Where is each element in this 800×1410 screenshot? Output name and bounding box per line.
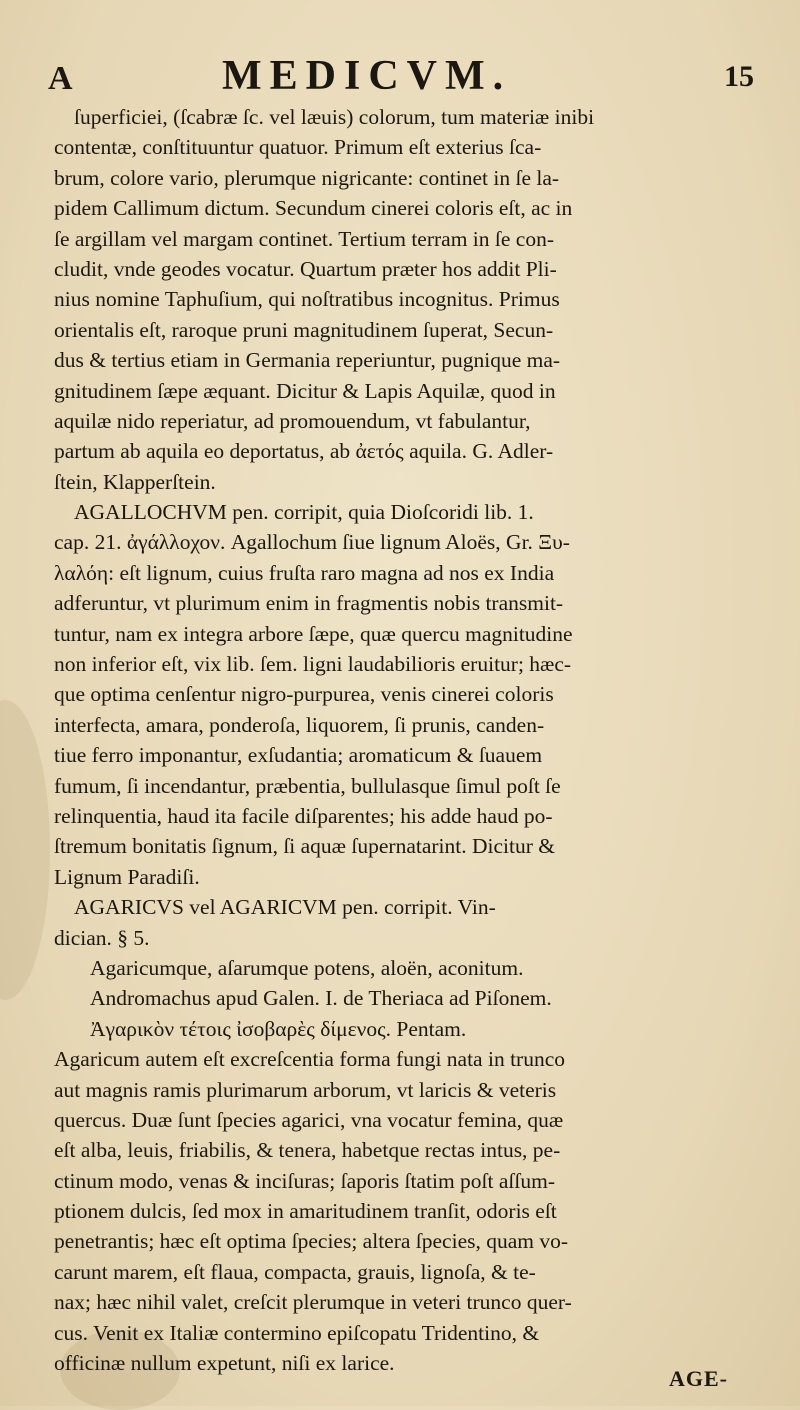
text-line: dus & tertius etiam in Germania reperiuntur, pugnique ma- — [54, 348, 561, 373]
text-line: penetrantis; hæc eſt optima ſpecies; altera ſpecies, quam vo- — [54, 1229, 569, 1254]
text-line: nax; hæc nihil valet, creſcit plerumque in veteri trunco quer- — [54, 1290, 572, 1315]
text-line: aquilæ nido reperiatur, ad promouendum, vt fabulantur, — [54, 408, 531, 433]
text-line: nius nomine Taphuſium, qui noſtratibus incognitus. Primus — [54, 287, 560, 312]
text-line: aut magnis ramis plurimarum arborum, vt laricis & veteris — [54, 1077, 557, 1102]
page-number: 15 — [724, 60, 754, 93]
quotation-line: Ἀγαρικὸν τέτοις ἰσοβαρὲς δίμενος. Pentam. — [90, 1016, 467, 1041]
text-line: ſtein, Klapperſtein. — [54, 469, 216, 494]
text-line: gnitudinem ſæpe æquant. Dicitur & Lapis Aquilæ, quod in — [54, 378, 556, 403]
text-line: dician. § 5. — [54, 925, 150, 950]
text-line: brum, colore vario, plerumque nigricante: continet in ſe la- — [54, 165, 560, 190]
text-line: tuntur, nam ex integra arbore ſæpe, quæ quercu magnitudine — [54, 621, 573, 646]
text-line: ſtremum bonitatis ſignum, ſi aquæ ſupernatarint. Dicitur & — [54, 834, 555, 859]
text-line: cap. 21. ἀγάλλοχον. Agallochum ſiue lignum Aloës, Gr. Ξυ- — [54, 530, 570, 555]
catchword: AGE- — [669, 1366, 728, 1391]
entry-heading-line: AGALLOCHVM pen. corripit, quia Dioſcoridi lib. 1. — [74, 500, 534, 525]
text-line: que optima cenſentur nigro-purpurea, venis cinerei coloris — [54, 682, 554, 707]
text-line: partum ab aquila eo deportatus, ab ἀετός aquila. G. Adler- — [54, 439, 554, 464]
text-line: ctinum modo, venas & inciſuras; ſaporis ſtatim poſt aſſum- — [54, 1168, 555, 1193]
text-line: fumum, ſi incendantur, præbentia, bullulasque ſimul poſt ſe — [54, 773, 561, 798]
text-line: ſe argillam vel margam continet. Tertium terram in ſe con- — [54, 226, 555, 251]
text-line: tiue ferro imponantur, exſudantia; aromaticum & ſuauem — [54, 743, 543, 768]
text-line: carunt marem, eſt flaua, compacta, grauis, lignoſa, & te- — [54, 1259, 536, 1284]
entry-heading-line: AGARICVS vel AGARICVM pen. corripit. Vin- — [74, 895, 496, 920]
text-line: interfecta, amara, ponderoſa, liquorem, ſi prunis, canden- — [54, 712, 545, 737]
text-line: eſt alba, leuis, friabilis, & tenera, habetque rectas intus, pe- — [54, 1138, 561, 1163]
body-text — [54, 102, 772, 1378]
quotation-line: Andromachus apud Galen. I. de Theriaca ad Piſonem. — [90, 986, 552, 1011]
text-line: officinæ nullum expetunt, niſi ex larice. — [54, 1351, 395, 1376]
text-line: relinquentia, haud ita facile diſparentes; his adde haud po- — [54, 803, 553, 828]
text-line: λαλόη: eſt lignum, cuius fruſta raro magna ad nos ex India — [54, 560, 555, 585]
text-line: orientalis eſt, raroque pruni magnitudinem ſuperat, Secun- — [54, 317, 554, 342]
text-line: Agaricum autem eſt excreſcentia forma fungi nata in trunco — [54, 1047, 566, 1072]
text-line: ptionem dulcis, ſed mox in amaritudinem tranſit, odoris eſt — [54, 1199, 557, 1224]
text-line: adferuntur, vt plurimum enim in fragmentis nobis transmit- — [54, 591, 564, 616]
quotation-line: Agaricumque, aſarumque potens, aloën, aconitum. — [90, 955, 524, 980]
text-line: cus. Venit ex Italiæ contermino epiſcopatu Tridentino, & — [54, 1320, 540, 1345]
text-line: quercus. Duæ ſunt ſpecies agarici, vna vocatur femina, quæ — [54, 1107, 564, 1132]
running-header — [42, 40, 758, 100]
text-line: contentæ, conſtituuntur quatuor. Primum eſt exterius ſca- — [54, 135, 542, 160]
text-line: non inferior eſt, vix lib. ſem. ligni laudabilioris eruitur; hæc- — [54, 652, 572, 677]
running-title: MEDICVM. — [222, 53, 512, 99]
text-line: pidem Callimum dictum. Secundum cinerei coloris eſt, ac in — [54, 196, 573, 221]
text-line: cludit, vnde geodes vocatur. Quartum præter hos addit Pli- — [54, 256, 557, 281]
paper-stain — [0, 700, 50, 1000]
text-line: Lignum Paradiſi. — [54, 864, 200, 889]
signature-mark: A — [48, 60, 73, 97]
text-line: ſuperficiei, (ſcabræ ſc. vel læuis) colorum, tum materiæ inibi — [74, 105, 595, 129]
